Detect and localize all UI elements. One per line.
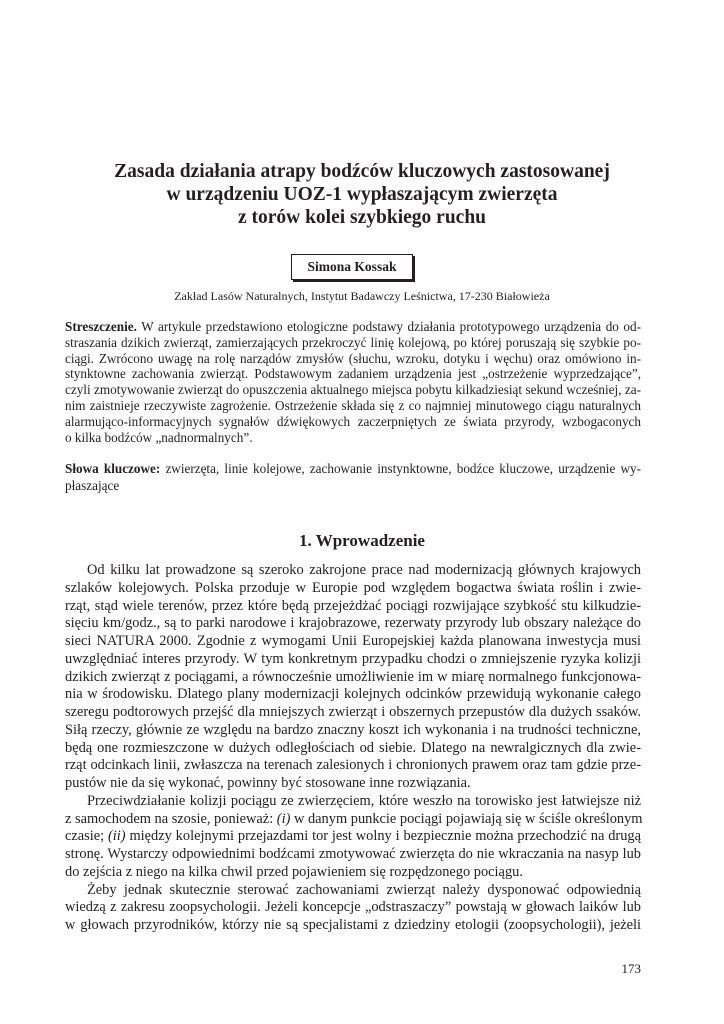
author-affiliation: Zakład Lasów Naturalnych, Instytut Badawczy Leśnictwa, 17-230 Białowieża <box>174 289 550 303</box>
abstract-line: ciągi. Zwrócono uwagę na rolę narządów zmysłów (słuchu, wzroku, dotyku i węchu) oraz omówiono in- <box>65 350 641 366</box>
body-line: z samochodem na szosie, ponieważ: (i) w danym punkcie pociągi pojawiają się w ściśle określonym <box>65 810 643 827</box>
abstract-line: straszania dzikich zwierząt, zamierzających przekroczyć linię kolejową, po której poruszają się szybkie po- <box>65 334 641 350</box>
body-line: do zejścia z niego na kilka chwil przed pojawieniem się rozpędzonego pociągu. <box>65 863 523 880</box>
keywords <box>65 460 641 494</box>
body-line: szeregu podtorowych przejść dla mniejszych zwierząt i obszernych przepustów dla dużych ssaków. <box>65 704 641 720</box>
body-line: Od kilku lat prowadzone są szeroko zakrojone prace nad modernizacją głównych krajowych <box>87 562 641 578</box>
abstract-line: stynktowne zachowania zwierząt. Podstawowym zadaniem urządzenia jest „ostrzeżenie wyprzedzające”, <box>65 366 641 382</box>
body-line: stronę. Wystarczy odpowiednimi bodźcami zmotywować zwierzęta do nie wkraczania na nasyp lub <box>65 846 641 862</box>
body-line: rząt, stąd wiele terenów, przez które będą przejeżdżać pociągi rozwijające szybkość stu kilkudzie- <box>65 597 641 614</box>
keywords-line: płaszające <box>65 478 120 493</box>
keywords-line: Słowa kluczowe: zwierzęta, linie kolejowe, zachowanie instynktowne, bodźce kluczowe, urządzenie wy- <box>65 461 641 476</box>
abstract-label: Streszczenie. <box>65 319 137 334</box>
body-line: Przeciwdziałanie kolizji pociągu ze zwierzęciem, które weszło na torowisko jest łatwiejsze niż <box>87 792 641 809</box>
article-title <box>60 160 664 229</box>
abstract-line: czyli zmotywowanie zwierząt do opuszczenia aktualnego miejsca pobytu kilkadziesiąt sekund wcześniej, za- <box>65 382 641 398</box>
body-line: w głowach przyrodników, którzy nie są specjalistami z dziedziny etologii (zoopsychologii), jeżeli <box>65 917 641 933</box>
body-line: dzikich zwierząt z pociągami, a równocześnie umożliwienie im w miarę normalnego funkcjonowa- <box>65 668 641 685</box>
body-line: sięciu km/godz., są to parki narodowe i krajobrazowe, rezerwaty przyrody lub obszary należące do <box>65 615 641 632</box>
abstract-line: nim zaistnieje rzeczywiste zagrożenie. Ostrzeżenie składa się z co najmniej minutowego ciągu naturalnych <box>65 397 641 413</box>
title-line: w urządzeniu UOZ-1 wypłaszającym zwierzęta <box>166 184 558 205</box>
title-line: z torów kolei szybkiego ruchu <box>237 207 487 228</box>
body-line: uwzględniać interes przyrody. W tym konkretnym przypadku chodzi o zmniejszenie ryzyka kolizji <box>65 650 641 667</box>
body-line: pustów nie da się wykonać, powinny być stosowane inne rozwiązania. <box>65 775 471 791</box>
body-line: Siłą rzeczy, głównie ze względu na bardzo znaczny koszt ich wykonania i na trudności techniczne, <box>65 721 641 738</box>
page-number: 173 <box>621 961 641 976</box>
body-line: wiedzą z zakresu zoopsychologii. Jeżeli koncepcje „odstraszaczy” powstają w głowach laików lub <box>65 899 641 916</box>
abstract-line: o kilka bodźców „nadnormalnych”. <box>65 429 253 445</box>
body-line: szlaków kolejowych. Polska przoduje w Europie pod względem bogactwa świata roślin i zwie- <box>65 579 641 596</box>
title-line: Zasada działania atrapy bodźców kluczowych zastosowanej <box>114 161 610 182</box>
body-line: będą one rozmieszczone w dużych odległościach od siebie. Dlatego na newralgicznych dla zwie- <box>65 739 641 756</box>
keywords-label: Słowa kluczowe: <box>65 461 161 476</box>
abstract <box>65 319 641 445</box>
section-heading: 1. Wprowadzenie <box>299 531 425 550</box>
body-line: rząt odcinkach linii, zwłaszcza na terenach zalesionych i chronionych prawem oraz tam gdzie prze- <box>65 757 641 774</box>
body-line: sieci NATURA 2000. Zgodnie z wymogami Unii Europejskiej każda planowana inwestycja musi <box>65 633 641 649</box>
abstract-line: alarmująco-informacyjnych sygnałów dźwiękowych zaczerpniętych ze świata przyrody, wzbogaconych <box>65 413 641 429</box>
body-line: nia w środowisku. Dlatego plany modernizacji kolejnych odcinków przewidują wykonanie całego <box>65 686 641 703</box>
abstract-line: Streszczenie. W artykule przedstawiono etologiczne podstawy działania prototypowego urządzenia do od- <box>65 319 641 334</box>
body-line: Żeby jednak skutecznie sterować zachowaniami zwierząt należy dysponować odpowiednią <box>87 881 641 898</box>
body-line: czasie; (ii) między kolejnymi przejazdami tor jest wolny i bezpiecznie można przechodzić na drugą <box>65 828 641 845</box>
body-text <box>65 562 641 935</box>
author-name: Simona Kossak <box>291 254 413 280</box>
